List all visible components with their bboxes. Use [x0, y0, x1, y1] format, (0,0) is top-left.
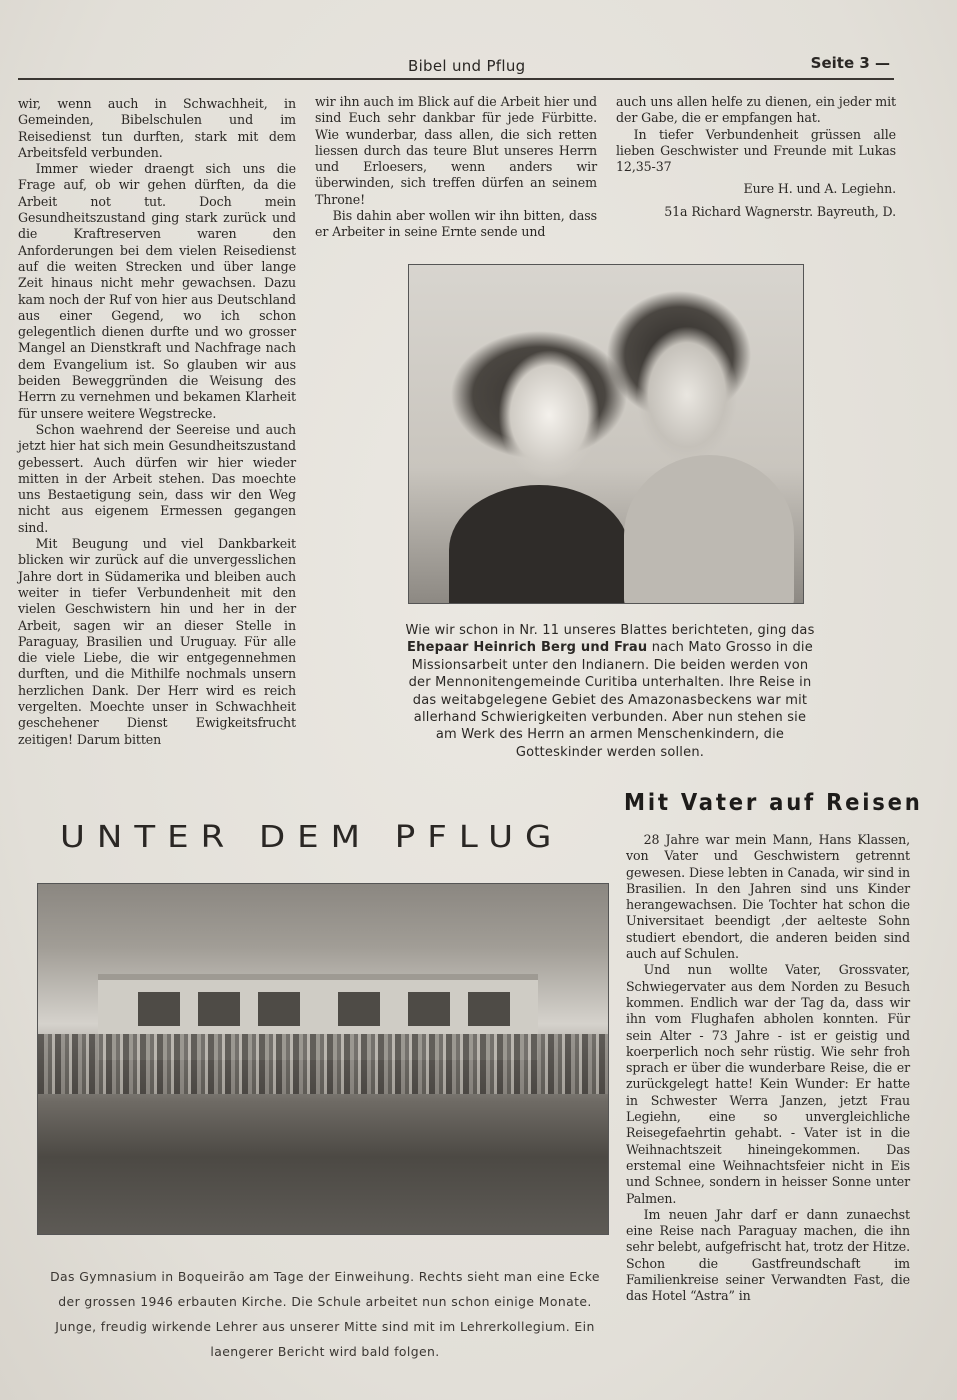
caption-bold-names: Ehepaar Heinrich Berg und Frau	[407, 640, 648, 656]
paragraph: wir, wenn auch in Schwachheit, in Gemeinden, Bibelschulen und im Reisedienst tun durften, stark mit dem Arbeitsfeld verbunden.	[18, 96, 296, 160]
caption-text: Wie wir schon in Nr. 11 unseres Blattes berichteten, ging das	[405, 623, 815, 638]
man-figure	[624, 455, 794, 604]
paragraph: Im neuen Jahr darf er dann zunaechst eine Reise nach Paraguay machen, die ihn sehr belebt, aufgefrischt hat, trotz der Hitze. Schon die Gastfreundschaft im Familienkreise seiner Verwandten Fast, die das Hotel “Astra” in	[626, 1206, 910, 1304]
crowd	[38, 1034, 608, 1094]
paragraph: Schon waehrend der Seereise und auch jetzt hier hat sich mein Gesundheitszustand gebessert. Auch dürfen wir hier wieder mitten in der Arbeit stehen. Das moechte uns Bestaetigung sein, dass wir den Weg nicht aus eigenem Ermessen gegangen sind.	[18, 421, 296, 535]
paragraph: Bis dahin aber wollen wir ihn bitten, dass er Arbeiter in seine Ernte sende und	[315, 208, 597, 240]
paragraph: auch uns allen helfe zu dienen, ein jeder mit der Gabe, die er empfangen hat.	[616, 94, 896, 126]
column-1	[18, 96, 296, 748]
paragraph: 28 Jahre war mein Mann, Hans Klassen, von Vater und Geschwistern getrennt gewesen. Diese lebten in Canada, wir sind in Brasilien. In den Jahren sind uns Kinder herangewachsen. Die Tochter hat schon die Universitaet beendigt ,der aelteste Sohn studiert ebendort, die anderen beiden sind auch auf Schulen.	[626, 832, 910, 962]
woman-figure	[449, 485, 629, 604]
window	[338, 992, 380, 1026]
paragraph: In tiefer Verbundenheit grüssen alle lieben Geschwister und Freunde mit Lukas 12,35-37	[616, 126, 896, 175]
caption-text: nach Mato Grosso in die Missionsarbeit unter den Indianern. Die beiden werden von der Mennonitengemeinde Curitiba unterhalten. Ihre Reise in das weitabgelegene Gebiet des Amazonasbeckens war mit allerhand Schwierigkeiten verbunden. Aber nun stehen sie am Werk des Herrn an armen Menschenkindern, die Gotteskinder werden sollen.	[408, 640, 813, 760]
window	[468, 992, 510, 1026]
section-title: UNTER DEM PFLUG	[60, 819, 564, 855]
paragraph: wir ihn auch im Blick auf die Arbeit hier und sind Euch sehr dankbar für jede Fürbitte. Wie wunderbar, dass allen, die sich retten liessen durch das teure Blut unseres Herrn und Erloesers, wenn anders wir überwinden, sich treffen dürfen an seinem Throne!	[315, 94, 597, 207]
signature-names: Eure H. und A. Legiehn.	[743, 181, 896, 197]
page-header	[18, 54, 894, 80]
window	[258, 992, 300, 1026]
window	[408, 992, 450, 1026]
publication-title: Bibel und Pflug	[408, 57, 526, 75]
article-title: Mit Vater auf Reisen	[624, 790, 923, 816]
column-3	[616, 94, 896, 220]
school-caption: Das Gymnasium in Boqueirão am Tage der Einweihung. Rechts sieht man eine Ecke der grossen 1946 erbauten Kirche. Die Schule arbeitet nun schon einige Monate. Junge, freudig wirkende Lehrer aus unserer Mitte sind mit im Lehrerkollegium. Ein laengerer Bericht wird bald folgen.	[50, 1269, 600, 1359]
school-photo	[37, 883, 609, 1235]
paragraph: Immer wieder draengt sich uns die Frage auf, ob wir gehen dürften, da die Arbeit not tut. Doch mein Gesundheitszustand ging stark zurück und die Kraftreserven waren den Anforderungen bei dem vielen Reisedienst auf die weiten Strecken und über lange Zeit hinaus nicht mehr gewachsen. Dazu kam noch der Ruf von hier aus Deutschland aus einer Gegend, wo ich schon gelegentlich dienen durfte und wo grosser Mangel an Dienstkraft und Nachfrage nach dem Evangelium ist. So glauben wir aus beiden Beweggründen die Weisung des Herrn zu vernehmen und bekamen Klarheit für unsere weitere Wegstrecke.	[18, 161, 296, 421]
page-number: Seite 3 —	[810, 54, 890, 72]
paragraph: Und nun wollte Vater, Grossvater, Schwiegervater aus dem Norden zu Besuch kommen. Endlich war der Tag da, dass wir ihn vom Flughafen abholen konnten. Für sein Alter - 73 Jahre - ist er geistig und koerperlich noch sehr rüstig. Wie sehr froh sprach er über die wunderbare Reise, die er zurückgelegt hatte! Kein Wunder: Er hatte in Schwester Werra Janzen, jetzt Frau Legiehn, eine so unvergleichliche Reisegefaehrtin gehabt. - Vater ist in die Weihnachtszeit hineingekommen. Das erstemal eine Weihnachtsfeier nicht in Eis und Schnee, sondern in heisser Sonne unter Palmen.	[626, 962, 910, 1206]
couple-portrait-photo	[408, 264, 804, 604]
signature-address: 51a Richard Wagnerstr. Bayreuth, D.	[664, 203, 896, 219]
window	[138, 992, 180, 1026]
portrait-caption	[405, 622, 815, 761]
paragraph: Mit Beugung und viel Dankbarkeit blicken wir zurück auf die unvergesslichen Jahre dort in Südamerika und bleiben auch weiter in tiefer Verbundenheit mit den vielen Geschwistern hin und her in der Arbeit, sagen wir an dieser Stelle in Paraguay, Brasilien und Uruguay. Für alle die viele Liebe, die wir entgegennehmen durften, und die Mithilfe nochmals unsern herzlichen Dank. Der Herr wird es reich vergelten. Moechte unser in Schwachheit geschehener Dienst Ewigkeitsfrucht zeitigen! Darum bitten	[18, 536, 296, 747]
article-column	[626, 832, 910, 1305]
column-2	[315, 94, 597, 241]
window	[198, 992, 240, 1026]
